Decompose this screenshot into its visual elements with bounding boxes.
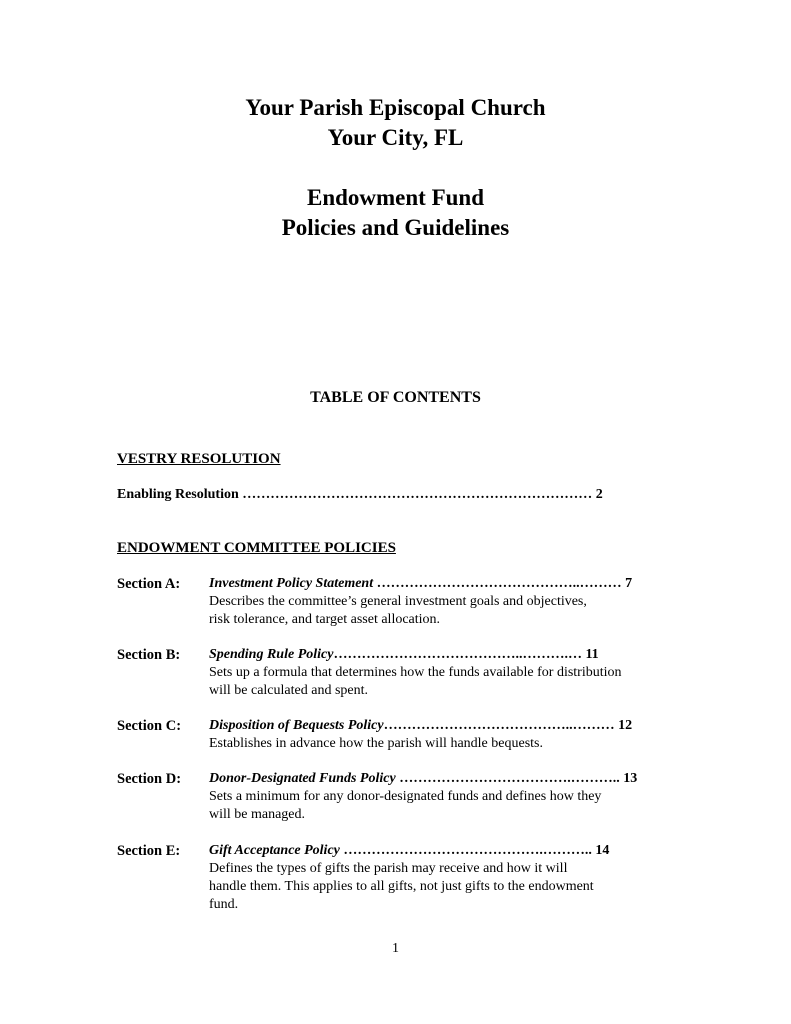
section-a-entry (209, 575, 632, 593)
section-e-description-line: Defines the types of gifts the parish may receive and how it will (209, 861, 568, 876)
section-a-label: Section A: (117, 576, 181, 592)
toc-heading: TABLE OF CONTENTS (310, 389, 481, 406)
document-title-line-1: Your Parish Episcopal Church (245, 95, 546, 120)
section-d-title: Donor-Designated Funds Policy (209, 771, 396, 786)
section-b-title: Spending Rule Policy (209, 647, 334, 662)
section-d-description-line: will be managed. (209, 807, 306, 822)
section-b-page: 11 (585, 647, 599, 662)
section-c-label: Section C: (117, 718, 182, 734)
section-e-description-line: handle them. This applies to all gifts, not just gifts to the endowment (209, 879, 594, 894)
section-d-entry (209, 770, 637, 788)
toc-entry-title: Enabling Resolution (117, 487, 239, 502)
dot-leader: …………………………………..……….… (333, 647, 586, 662)
section-a-description-line: Describes the committee’s general investment goals and objectives, (209, 594, 587, 609)
section-d-label: Section D: (117, 771, 182, 787)
vestry-resolution-heading: VESTRY RESOLUTION (117, 451, 281, 467)
section-c-description-line: Establishes in advance how the parish will handle bequests. (209, 736, 543, 751)
dot-leader: ………………………………………………………………… (238, 487, 596, 502)
section-e-entry (209, 842, 609, 860)
dot-leader: …………………………………..……… (383, 718, 619, 733)
section-e-title: Gift Acceptance Policy (209, 843, 340, 858)
document-title-line-3: Endowment Fund (306, 185, 485, 210)
page-number: 1 (392, 941, 399, 956)
section-a-page: 7 (625, 576, 633, 591)
section-d-page: 13 (623, 771, 638, 786)
section-a-title: Investment Policy Statement (209, 576, 374, 591)
section-b-entry (209, 646, 599, 664)
document-title-line-4: Policies and Guidelines (281, 215, 510, 240)
section-c-page: 12 (618, 718, 633, 733)
section-c-title: Disposition of Bequests Policy (209, 718, 384, 733)
toc-entry-enabling-resolution (117, 486, 603, 504)
toc-entry-page: 2 (595, 487, 603, 502)
dot-leader: ……………………………….……….. (395, 771, 624, 786)
document-title-line-2: Your City, FL (327, 125, 464, 150)
section-c-entry (209, 717, 632, 735)
dot-leader: …………………………………….……….. (339, 843, 596, 858)
section-a-description-line: risk tolerance, and target asset allocation. (209, 612, 441, 627)
section-b-label: Section B: (117, 647, 181, 663)
section-e-page: 14 (595, 843, 610, 858)
section-e-description-line: fund. (209, 897, 239, 912)
section-d-description-line: Sets a minimum for any donor-designated funds and defines how they (209, 789, 602, 804)
dot-leader: ……………………………………..……… (373, 576, 626, 591)
section-b-description-line: Sets up a formula that determines how the funds available for distribution (209, 665, 622, 680)
section-e-label: Section E: (117, 843, 181, 859)
endowment-committee-heading: ENDOWMENT COMMITTEE POLICIES (117, 540, 396, 556)
section-b-description-line: will be calculated and spent. (209, 683, 368, 698)
